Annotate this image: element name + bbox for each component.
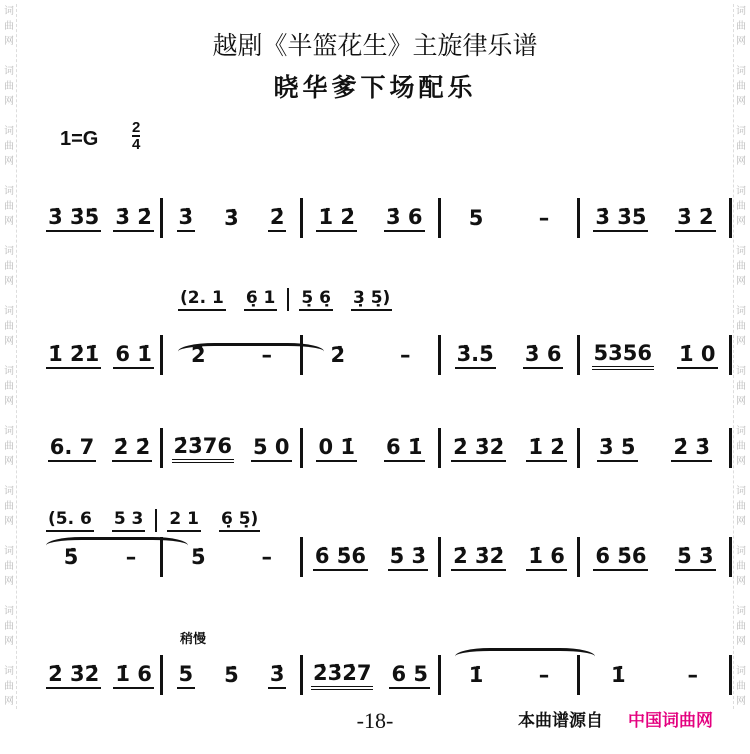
note-group: 2̇3̇76: [172, 434, 234, 463]
note-group: –: [538, 206, 550, 230]
note-group: 2̇: [268, 205, 287, 232]
measure: [580, 537, 732, 577]
note-group: 3̇: [268, 662, 287, 689]
note-group: 5̇ 3̇: [388, 544, 429, 571]
note-group: 5̇ 3̇: [675, 544, 716, 571]
note-group: 5: [177, 662, 196, 689]
score-line: [40, 428, 732, 468]
measure: [303, 198, 441, 238]
note-group: 3̇.5̇: [455, 342, 496, 369]
note-group: –: [687, 663, 699, 687]
measure: [580, 198, 732, 238]
page-title: 越剧《半篮花生》主旋律乐谱: [212, 31, 538, 60]
interlude-measure: [157, 509, 270, 532]
note-group: 6 1̇: [113, 342, 154, 369]
slur: [455, 648, 595, 665]
measure: [163, 198, 303, 238]
interlude-measure: [289, 288, 402, 311]
note-group: 5̣ 6̣: [299, 288, 333, 311]
note-group: 1̇ 0: [677, 342, 718, 369]
measure: [40, 198, 163, 238]
measure: [303, 335, 441, 375]
note-group: 2 1: [167, 509, 201, 532]
time-signature: [132, 120, 140, 152]
slur: [46, 537, 188, 554]
note-group: –: [125, 545, 137, 569]
note-group: 2̇: [190, 343, 206, 367]
measure: [303, 655, 441, 695]
measure: [580, 335, 732, 375]
page-number: -18-: [356, 708, 394, 733]
note-group: (2. 1: [178, 288, 226, 311]
note-group: 5̇: [63, 545, 79, 569]
note-group: 2̇ 3̇2̇: [451, 544, 506, 571]
note-group: –: [261, 545, 273, 569]
source-text: 本曲谱源自: [518, 711, 603, 731]
score-line: [40, 335, 732, 375]
note-group: 6 5: [389, 662, 430, 689]
note-group: 3̇ 3̇5̇: [593, 205, 648, 232]
note-group: –: [261, 343, 273, 367]
note-group: 1̇ 6: [113, 662, 154, 689]
measure: [441, 335, 580, 375]
note-group: 3̣ 5̣): [351, 288, 392, 311]
note-group: 3̇ 5̇: [597, 435, 638, 462]
score-line: [40, 655, 732, 695]
note-group: 3̇ 3̇5̇: [46, 205, 101, 232]
interlude-phrase: [168, 288, 402, 311]
note-group: 2̇: [330, 343, 346, 367]
key-signature: 1=G: [60, 128, 99, 150]
measure: [40, 655, 163, 695]
time-signature-bottom: 4: [132, 136, 141, 153]
note-group: 1̇ 2̇1̇: [46, 342, 101, 369]
note-group: 5̇: [224, 663, 239, 687]
note-group: 0 1̇: [316, 435, 357, 462]
interlude-measure: [36, 509, 157, 532]
note-group: 6 1̇: [384, 435, 425, 462]
measure: [163, 428, 303, 468]
note-group: 6. 7: [48, 435, 97, 462]
measure: [303, 537, 441, 577]
note-group: 2̇ 3̇: [671, 435, 712, 462]
score-line: [40, 198, 732, 238]
note-group: 6̣ 5̣): [219, 509, 260, 532]
measure: [580, 428, 732, 468]
note-group: 5̇: [190, 545, 206, 569]
note-group: 1̇: [468, 663, 484, 687]
measure: [163, 655, 303, 695]
measure: [441, 428, 580, 468]
note-group: 1̇ 2̇: [316, 205, 357, 232]
note-group: 2̇ 3̇2̇: [46, 662, 101, 689]
note-group: 3̇: [224, 206, 239, 230]
note-group: 5 0: [251, 435, 292, 462]
note-group: 3̇ 2̇: [113, 205, 154, 232]
measure: [441, 198, 580, 238]
time-signature-top: 2: [132, 119, 141, 136]
note-group: 1̇: [610, 663, 626, 687]
note-group: –: [538, 663, 550, 687]
note-group: 2̇ 3̇2̇: [451, 435, 506, 462]
note-group: 6̣ 1: [244, 288, 278, 311]
measure: [40, 335, 163, 375]
measure: [303, 428, 441, 468]
tempo-mark: 稍慢: [180, 632, 207, 647]
watermark-right: 词 曲 网 词 曲 网 词 曲 网 词 曲 网 词 曲 网 词 曲 网 词 曲 网 词 曲 网 词 曲 网 词 曲 网 词 曲 网 词 曲 网: [733, 4, 748, 709]
interlude-measure: [168, 288, 289, 311]
note-group: (5. 6: [46, 509, 94, 532]
measure: [580, 655, 732, 695]
note-group: 5: [468, 206, 484, 230]
watermark-left: 词 曲 网 词 曲 网 词 曲 网 词 曲 网 词 曲 网 词 曲 网 词 曲 网 词 曲 网 词 曲 网 词 曲 网 词 曲 网 词 曲 网: [2, 4, 17, 709]
measure: [40, 428, 163, 468]
note-group: 3̇ 6: [523, 342, 564, 369]
note-group: 2̇3̇2̇7: [311, 661, 373, 690]
slur: [178, 343, 324, 360]
note-group: –: [400, 343, 411, 367]
note-group: 2̇ 2̇: [112, 435, 153, 462]
note-group: 6̇ 5̇6̇: [313, 544, 368, 571]
interlude-phrase: [36, 509, 270, 532]
note-group: 5356: [592, 341, 654, 370]
note-group: 3̇ 6: [384, 205, 425, 232]
note-group: 1̇ 6: [526, 544, 567, 571]
note-group: 3̇ 2̇: [675, 205, 716, 232]
page-subtitle: 晓华爹下场配乐: [273, 73, 477, 102]
source-site-link[interactable]: 中国词曲网: [628, 711, 713, 731]
note-group: 3̇: [177, 205, 196, 232]
measure: [441, 537, 580, 577]
note-group: 5 3: [112, 509, 146, 532]
note-group: 6̇ 5̇6̇: [593, 544, 648, 571]
note-group: 1̇ 2̇: [526, 435, 567, 462]
